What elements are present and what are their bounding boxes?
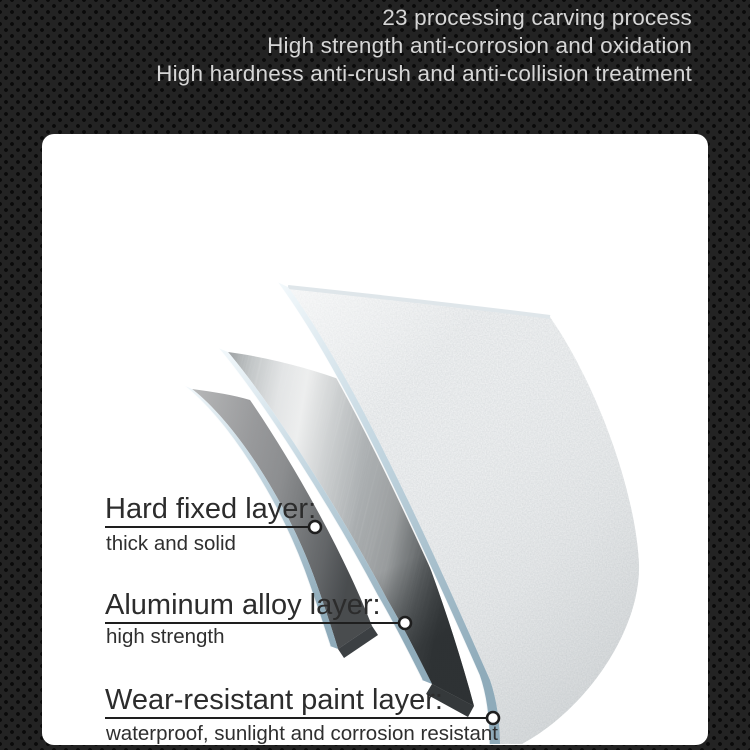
layers-illustration — [42, 134, 708, 745]
header-line-3: High hardness anti-crush and anti-collision treatment — [156, 61, 692, 86]
label-hard-fixed-description: thick and solid — [106, 532, 236, 555]
label-aluminum-description: high strength — [106, 625, 225, 648]
header-line-2: High strength anti-corrosion and oxidation — [267, 33, 692, 58]
label-wear-resistant-title: Wear-resistant paint layer: — [105, 684, 443, 716]
label-hard-fixed-title: Hard fixed layer: — [105, 493, 317, 525]
leader-dot-aluminum — [399, 617, 411, 629]
header-text — [0, 0, 750, 88]
info-card — [42, 134, 708, 745]
label-aluminum-title: Aluminum alloy layer: — [105, 589, 381, 621]
header-line-1: 23 processing carving process — [382, 5, 692, 30]
label-wear-resistant-description: waterproof, sunlight and corrosion resistant — [106, 722, 498, 745]
